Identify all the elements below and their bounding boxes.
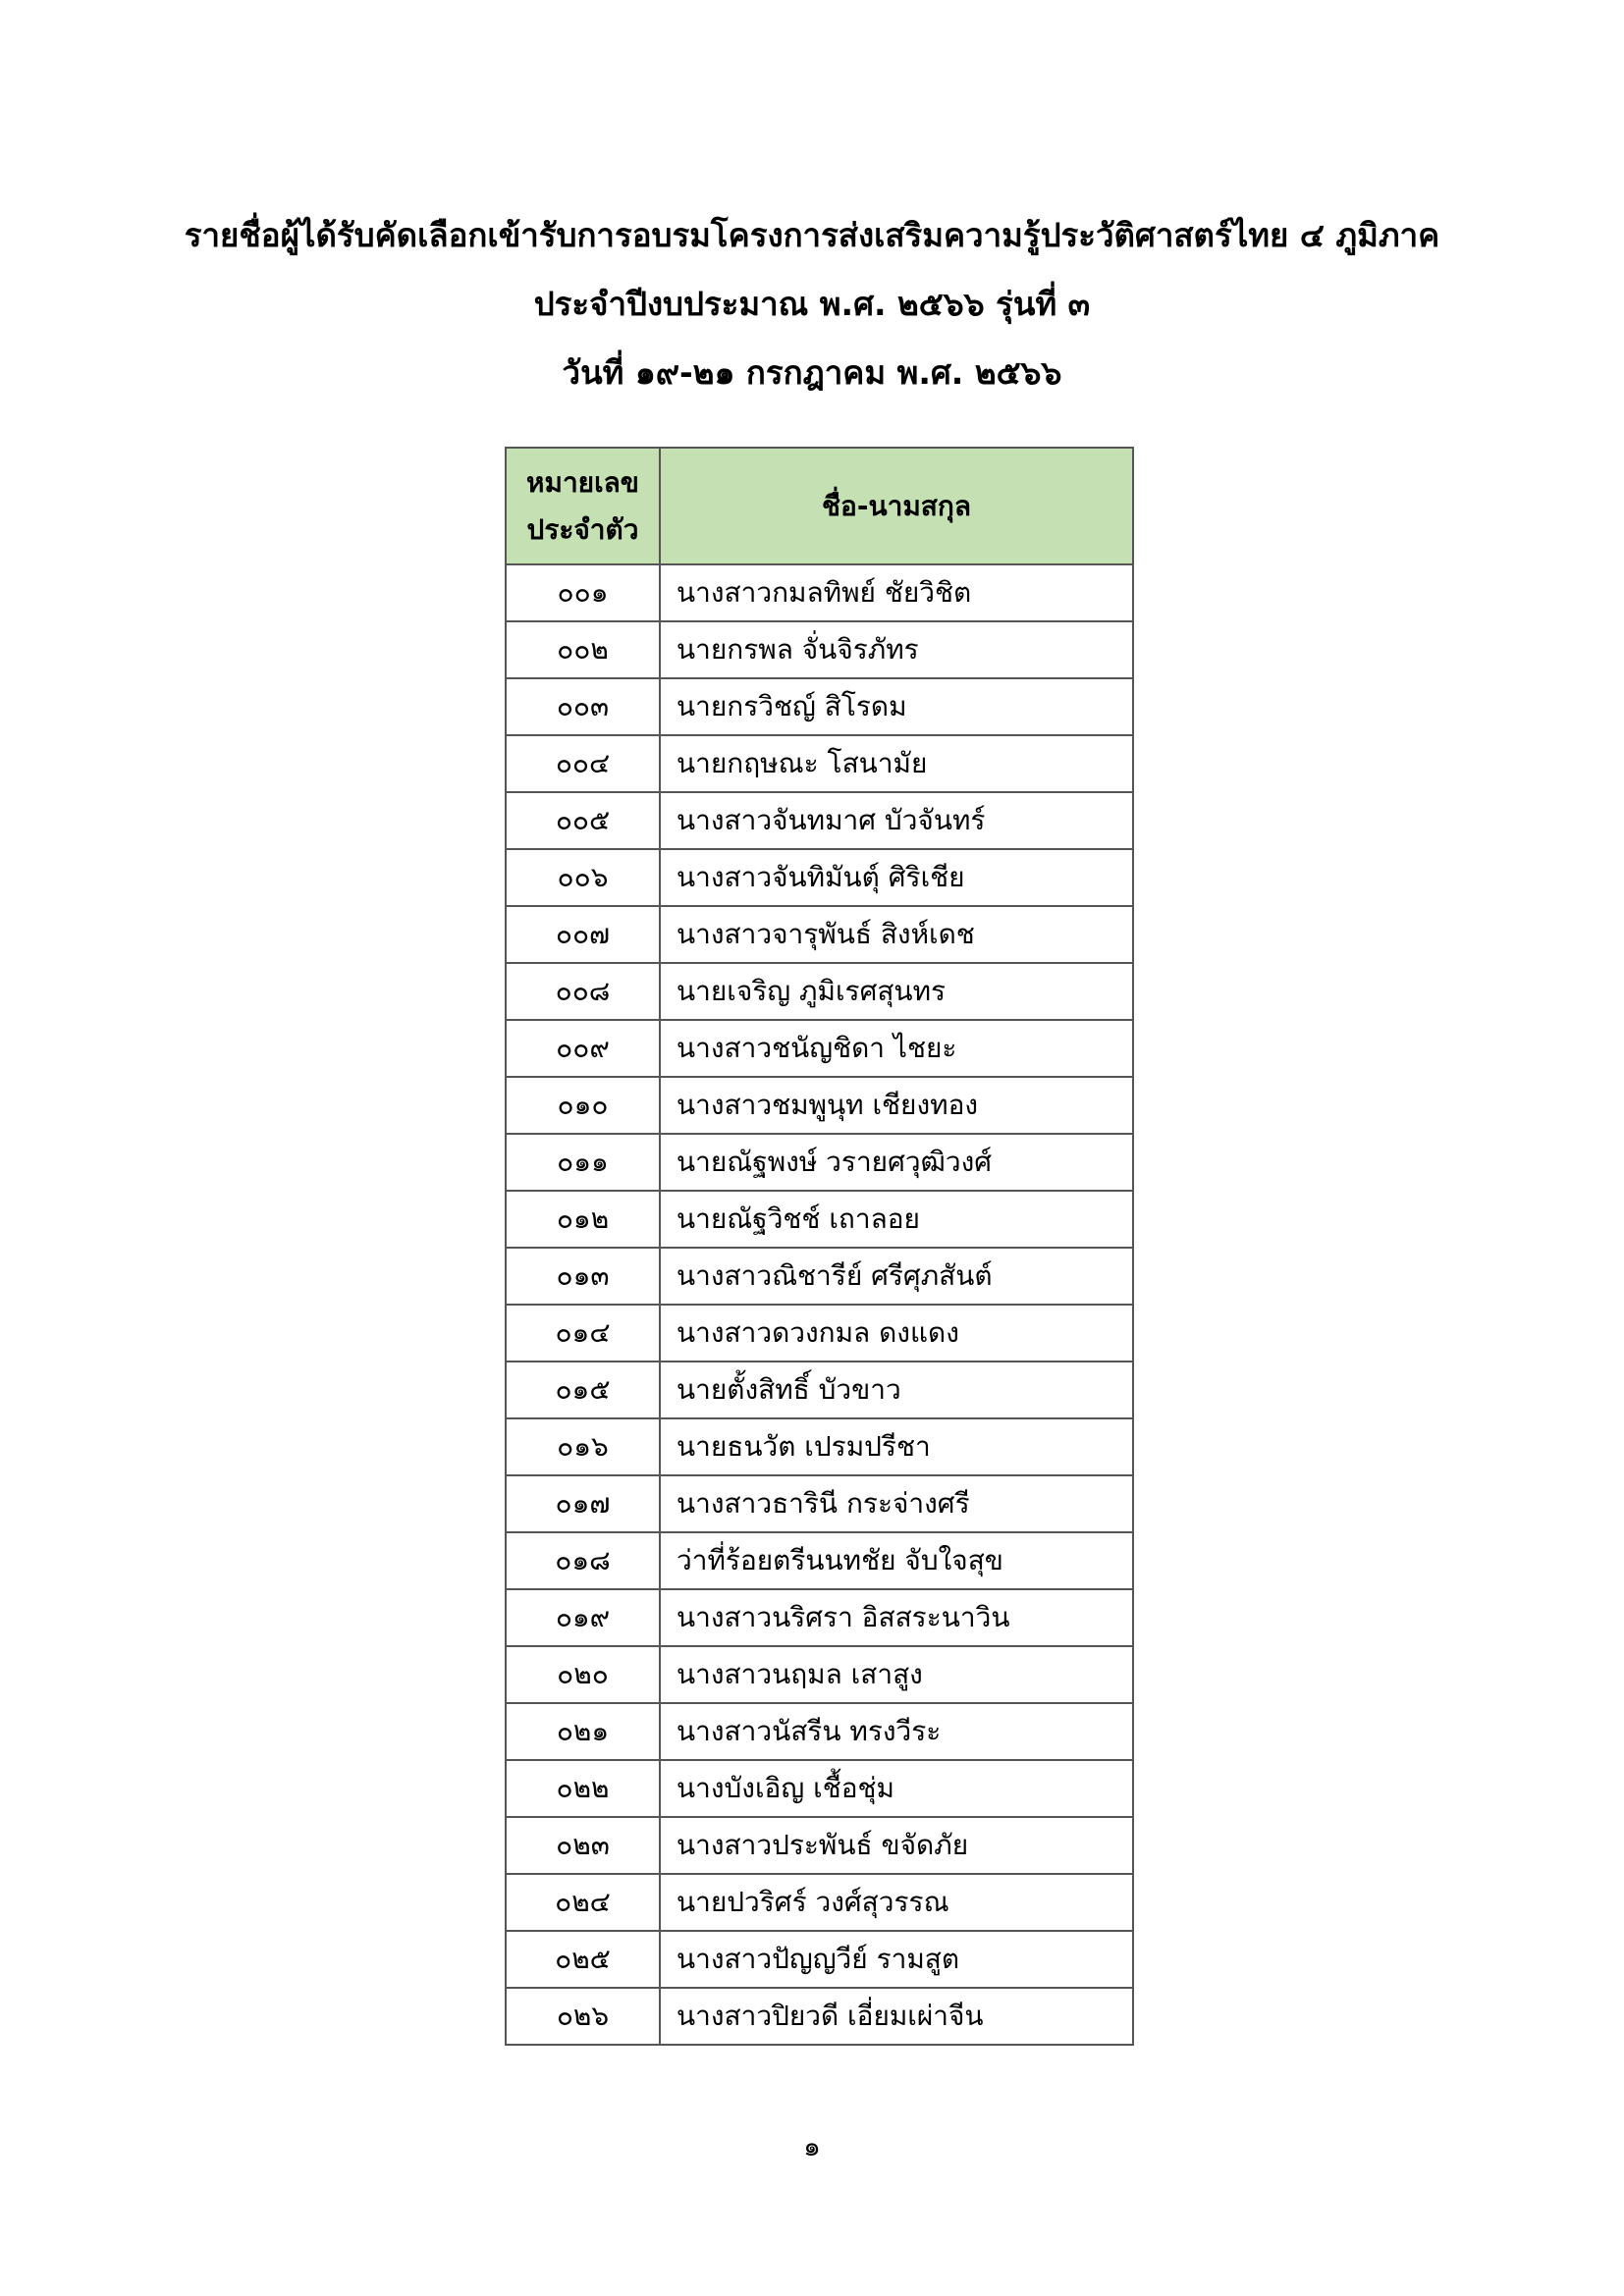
participant-name-cell: นายณัฐพงษ์ วรายศวุฒิวงศ์ (660, 1134, 1133, 1191)
header-id-line-2: ประจำตัว (526, 512, 639, 546)
participant-name-cell: นางสาวนัสรีน ทรงวีระ (660, 1703, 1133, 1760)
table-row (506, 1191, 1133, 1248)
participant-name-cell: นายธนวัต เปรมปรีชา (660, 1418, 1133, 1475)
table-row (506, 564, 1133, 621)
table-row (506, 849, 1133, 906)
heading-line-1: รายชื่อผู้ได้รับคัดเลือกเข้ารับการอบรมโครงการส่งเสริมความรู้ประวัติศาสตร์ไทย ๔ ภูมิภาค (184, 216, 1440, 254)
participant-name-cell: ว่าที่ร้อยตรีนนทชัย จับใจสุข (660, 1532, 1133, 1589)
table-row (506, 1703, 1133, 1760)
participant-id-cell: ๐๑๗ (506, 1475, 660, 1532)
table-row (506, 678, 1133, 735)
participant-name-cell: นายปวริศร์ วงศ์สุวรรณ (660, 1874, 1133, 1931)
table-row (506, 1362, 1133, 1418)
participant-id-cell: ๐๑๕ (506, 1362, 660, 1418)
participant-id-cell: ๐๐๑ (506, 564, 660, 621)
participant-id-cell: ๐๒๑ (506, 1703, 660, 1760)
table-header (506, 448, 1133, 564)
participant-id-cell: ๐๐๖ (506, 849, 660, 906)
participant-id-cell: ๐๑๔ (506, 1305, 660, 1362)
heading-line-2: ประจำปีงบประมาณ พ.ศ. ๒๕๖๖ รุ่นที่ ๓ (533, 285, 1091, 323)
participant-name-cell: นางสาวจันทมาศ บัวจันทร์ (660, 792, 1133, 849)
table-row (506, 1020, 1133, 1077)
table-row (506, 1248, 1133, 1305)
table-row (506, 621, 1133, 678)
header-id-cell (506, 448, 660, 564)
table-row (506, 1874, 1133, 1931)
table-row (506, 906, 1133, 963)
participant-id-cell: ๐๐๒ (506, 621, 660, 678)
table-row (506, 1532, 1133, 1589)
participant-id-cell: ๐๒๕ (506, 1931, 660, 1988)
participant-id-cell: ๐๐๕ (506, 792, 660, 849)
participant-id-cell: ๐๐๗ (506, 906, 660, 963)
table-row (506, 1817, 1133, 1874)
participant-name-cell: นางบังเอิญ เชื้อชุ่ม (660, 1760, 1133, 1817)
header-name-cell: ชื่อ-นามสกุล (660, 448, 1133, 564)
participant-id-cell: ๐๑๙ (506, 1589, 660, 1646)
table-row (506, 963, 1133, 1020)
participant-id-cell: ๐๒๔ (506, 1874, 660, 1931)
table-row (506, 1760, 1133, 1817)
table-row (506, 1931, 1133, 1988)
table-row (506, 1988, 1133, 2045)
participant-id-cell: ๐๐๘ (506, 963, 660, 1020)
participant-name-cell: นายกฤษณะ โสนามัย (660, 735, 1133, 792)
participant-id-cell: ๐๑๐ (506, 1077, 660, 1134)
participant-name-cell: นางสาวชมพูนุท เชียงทอง (660, 1077, 1133, 1134)
participant-id-cell: ๐๑๑ (506, 1134, 660, 1191)
table-row (506, 1646, 1133, 1703)
table-row (506, 792, 1133, 849)
page-number: ๑ (803, 2130, 821, 2163)
participant-name-cell: นางสาวปิยวดี เอี่ยมเผ่าจีน (660, 1988, 1133, 2045)
participant-name-cell: นายกรพล จั่นจิรภัทร (660, 621, 1133, 678)
participant-name-cell: นายเจริญ ภูมิเรศสุนทร (660, 963, 1133, 1020)
table-header-row (506, 448, 1133, 564)
participant-name-cell: นางสาวจารุพันธ์ สิงห์เดช (660, 906, 1133, 963)
participant-id-cell: ๐๑๒ (506, 1191, 660, 1248)
participant-id-cell: ๐๐๔ (506, 735, 660, 792)
table-row (506, 1077, 1133, 1134)
participant-id-cell: ๐๑๖ (506, 1418, 660, 1475)
participant-name-cell: นางสาวธารินี กระจ่างศรี (660, 1475, 1133, 1532)
participant-name-cell: นายตั้งสิทธิ์ บัวขาว (660, 1362, 1133, 1418)
table-row (506, 1418, 1133, 1475)
participant-name-cell: นายณัฐวิชช์ เถาลอย (660, 1191, 1133, 1248)
participant-id-cell: ๐๒๐ (506, 1646, 660, 1703)
participant-name-cell: นางสาวดวงกมล ดงแดง (660, 1305, 1133, 1362)
participant-name-cell: นางสาวนฤมล เสาสูง (660, 1646, 1133, 1703)
participant-id-cell: ๐๑๘ (506, 1532, 660, 1589)
header-id-line-1: หมายเลข (526, 465, 639, 499)
heading-line-3: วันที่ ๑๙-๒๑ กรกฎาคม พ.ศ. ๒๕๖๖ (562, 353, 1062, 392)
participant-name-cell: นางสาวจันทิมันตุ์ ศิริเชีย (660, 849, 1133, 906)
table-row (506, 1134, 1133, 1191)
participant-name-cell: นายกรวิชญ์ สิโรดม (660, 678, 1133, 735)
participant-table (505, 447, 1134, 2046)
participant-name-cell: นางสาวนริศรา อิสสระนาวิน (660, 1589, 1133, 1646)
participant-name-cell: นางสาวกมลทิพย์ ชัยวิชิต (660, 564, 1133, 621)
table-row (506, 1305, 1133, 1362)
document-heading (0, 201, 1624, 407)
table-body (506, 564, 1133, 2045)
participant-id-cell: ๐๐๓ (506, 678, 660, 735)
table-row (506, 1589, 1133, 1646)
participant-name-cell: นางสาวปัญญวีย์ รามสูต (660, 1931, 1133, 1988)
participant-name-cell: นางสาวประพันธ์ ขจัดภัย (660, 1817, 1133, 1874)
participant-id-cell: ๐๑๓ (506, 1248, 660, 1305)
participant-id-cell: ๐๒๒ (506, 1760, 660, 1817)
table-row (506, 1475, 1133, 1532)
participant-id-cell: ๐๒๓ (506, 1817, 660, 1874)
participant-name-cell: นางสาวณิชารีย์ ศรีศุภสันต์ (660, 1248, 1133, 1305)
participant-id-cell: ๐๐๙ (506, 1020, 660, 1077)
participant-name-cell: นางสาวชนัญชิดา ไชยะ (660, 1020, 1133, 1077)
table-row (506, 735, 1133, 792)
participant-id-cell: ๐๒๖ (506, 1988, 660, 2045)
